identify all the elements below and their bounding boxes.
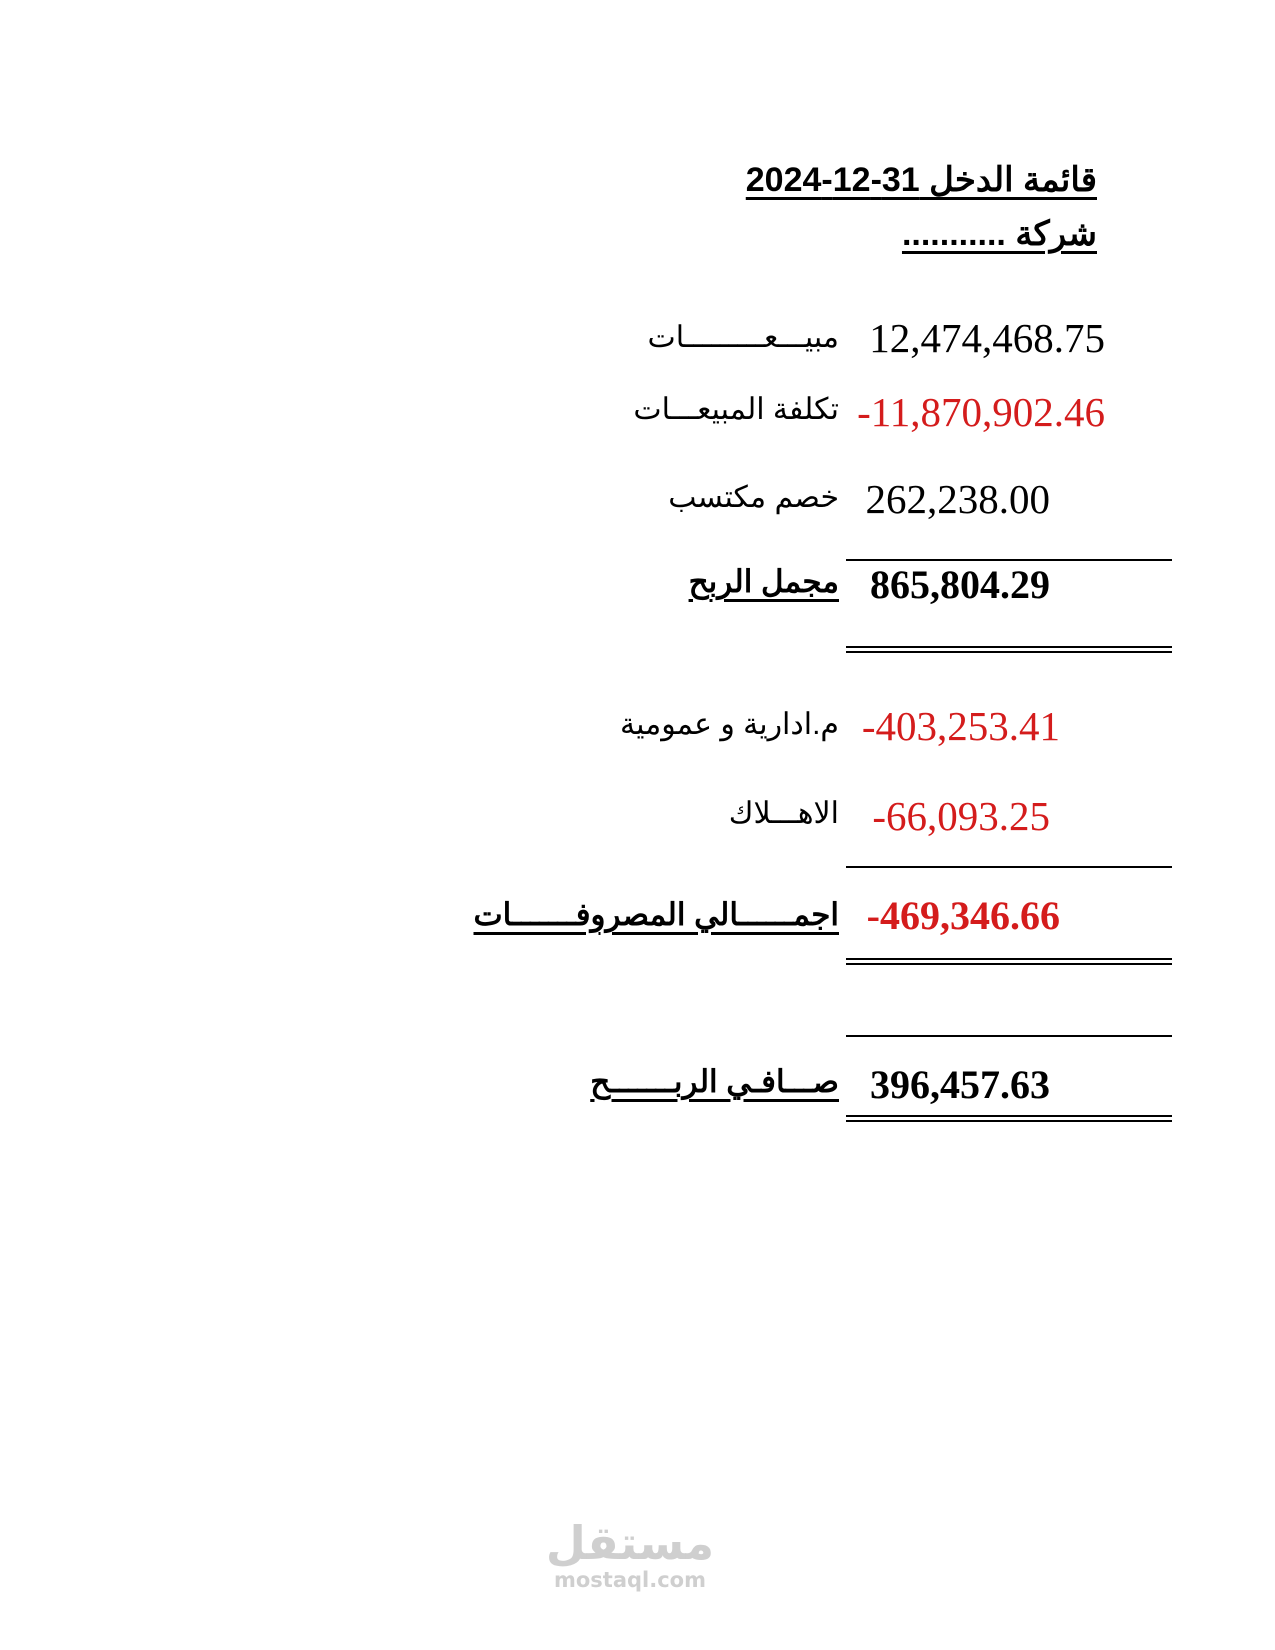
net-profit-amount: 396,457.63 <box>870 1062 1050 1107</box>
watermark-url: mostaql.com <box>554 1568 706 1592</box>
mostaql-watermark <box>545 1518 715 1592</box>
gross-profit-double-rule <box>846 646 1172 653</box>
cost-of-sales-label: تكلفة المبيعـــات <box>633 393 839 426</box>
discount-earned-label: خصم مكتسب <box>668 481 839 514</box>
sales-amount: 12,474,468.75 <box>869 315 1105 361</box>
total-expenses-label: اجمــــــالي المصروفـــــــات <box>473 897 839 932</box>
watermark-arabic: مستقل <box>545 1516 715 1570</box>
cost-of-sales-amount: -11,870,902.46 <box>857 389 1105 435</box>
net-profit-top-rule <box>846 1035 1172 1037</box>
admin-expenses-amount: -403,253.41 <box>861 703 1060 749</box>
sales-label: مبيـــعـــــــــات <box>647 321 839 354</box>
net-profit-label: صـــافـي الربـــــــح <box>590 1064 839 1099</box>
total-expenses-double-rule <box>846 958 1172 965</box>
admin-expenses-label: م.ادارية و عمومية <box>620 708 839 741</box>
subtotal-rule <box>846 559 1172 561</box>
gross-profit-amount: 865,804.29 <box>870 562 1050 607</box>
discount-earned-amount: 262,238.00 <box>865 476 1050 522</box>
report-title: قائمة الدخل 31-12-2024 <box>745 161 1097 199</box>
net-profit-double-rule <box>846 1115 1172 1122</box>
company-name: شركة ........... <box>901 215 1097 253</box>
depreciation-amount: -66,093.25 <box>872 793 1050 839</box>
expenses-subtotal-rule <box>846 866 1172 868</box>
gross-profit-label: مجمل الربح <box>688 564 839 599</box>
depreciation-label: الاهـــلاك <box>728 797 839 830</box>
total-expenses-amount: -469,346.66 <box>866 893 1060 938</box>
